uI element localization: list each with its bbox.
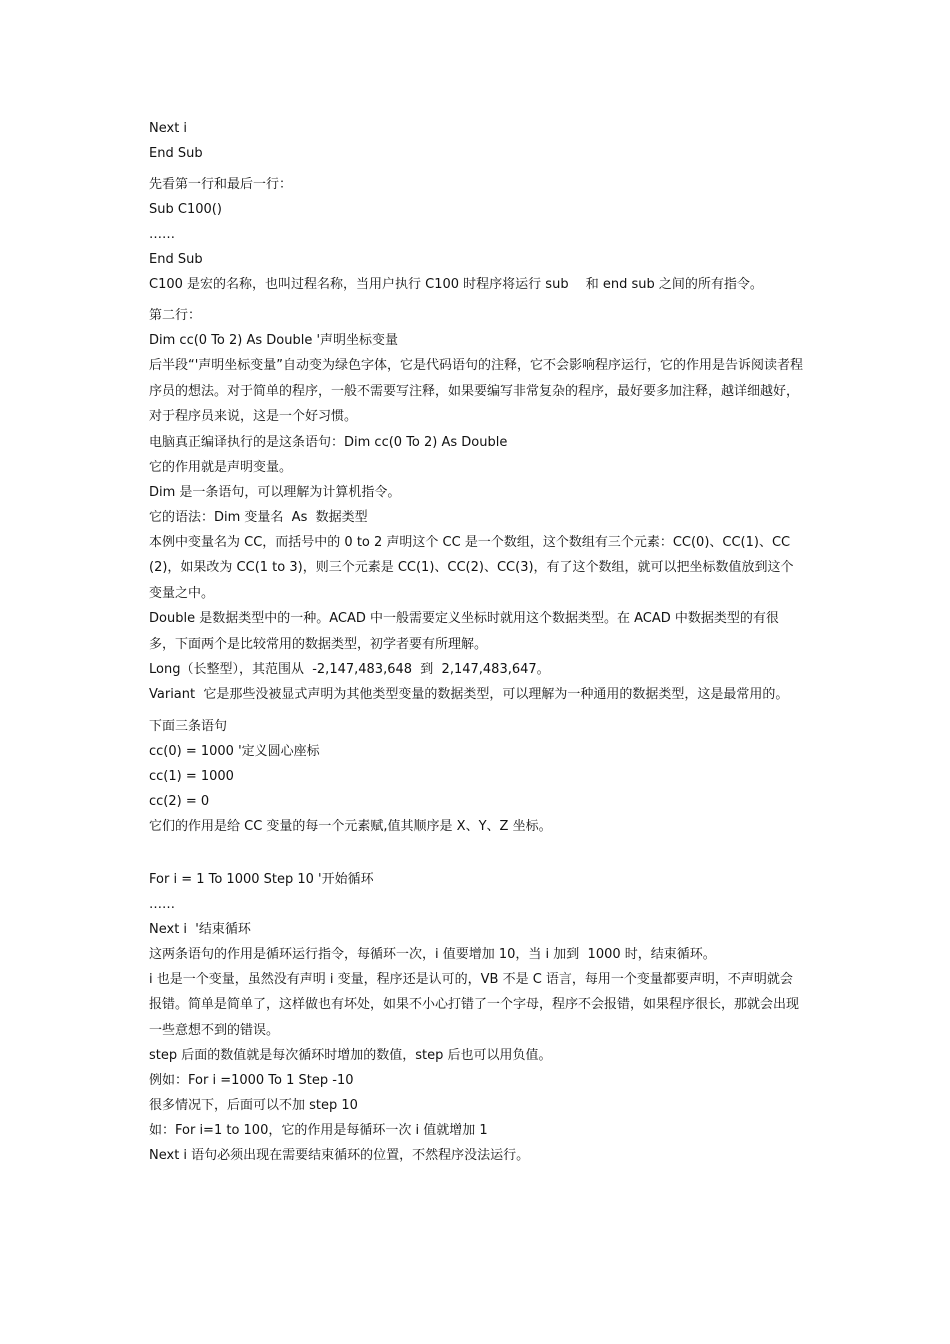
code-line: End Sub — [149, 146, 203, 161]
ellipsis-line: …… — [149, 896, 175, 912]
text-line: Dim 是一条语句，可以理解为计算机指令。 — [149, 484, 401, 500]
text-line: 它的语法：Dim 变量名 As 数据类型 — [149, 509, 368, 525]
text-line: Next i 语句必须出现在需要结束循环的位置，不然程序没法运行。 — [149, 1148, 530, 1163]
code-line: Dim cc(0 To 2) As Double '声明坐标变量 — [149, 333, 399, 348]
text-line: 先看第一行和最后一行： — [149, 177, 293, 192]
text-line: 这两条语句的作用是循环运行指令，每循环一次，i 值要增加 10，当 i 加到 1000 时，结束循环。 — [149, 946, 716, 962]
code-line: Next i — [149, 121, 188, 136]
code-line: Sub C100() — [149, 202, 222, 217]
text-line: 下面三条语句 — [149, 718, 228, 734]
text-line: Long（长整型），其范围从 -2,147,483,648 到 2,147,483,647。 — [149, 662, 550, 677]
paragraph: 后半段“'声明坐标变量”自动变为绿色字体，它是代码语句的注释，它不会影响程序运行，它的作用是告诉阅读者程序员的想法。对于简单的程序，一般不需要写注释，如果要编写非常复杂的程序，最好要多加注释，越详细越好，对于程序员来说，这是一个好习惯。 — [149, 358, 804, 424]
code-line: cc(2) = 0 — [149, 793, 210, 809]
code-line: cc(0) = 1000 '定义圆心座标 — [149, 743, 320, 759]
code-line: For i = 1 To 1000 Step 10 '开始循环 — [149, 871, 374, 887]
text-line: C100 是宏的名称，也叫过程名称，当用户执行 C100 时程序将运行 sub 和 end sub 之间的所有指令。 — [149, 277, 763, 292]
document-body — [149, 116, 804, 1168]
paragraph: Variant 它是那些没被显式声明为其他类型变量的数据类型，可以理解为一种通用的数据类型，这是最常用的。 — [149, 687, 789, 702]
ellipsis-line: …… — [149, 227, 175, 242]
text-line: 它们的作用是给 CC 变量的每一个元素赋,值其顺序是 X、Y、Z 坐标。 — [149, 818, 552, 834]
paragraph: 本例中变量名为 CC，而括号中的 0 to 2 声明这个 CC 是一个数组，这个数组有三个元素：CC(0)、CC(1)、CC(2)，如果改为 CC(1 to 3)，则三个元素是 CC(1)、CC(2)、CC(3)，有了这个数组，就可以把坐标数值放到这个变量之中。 — [149, 534, 794, 601]
code-line: 例如：For i =1000 To 1 Step -10 — [149, 1073, 354, 1088]
text-line: step 后面的数值就是每次循环时增加的数值，step 后也可以用负值。 — [149, 1048, 552, 1063]
text-line: 如：For i=1 to 100，它的作用是每循环一次 i 值就增加 1 — [149, 1123, 488, 1138]
text-line: 第二行： — [149, 308, 202, 323]
code-line: End Sub — [149, 252, 203, 267]
text-line: 很多情况下，后面可以不加 step 10 — [149, 1098, 358, 1113]
text-line: 电脑真正编译执行的是这条语句：Dim cc(0 To 2) As Double — [149, 434, 508, 450]
paragraph: i 也是一个变量，虽然没有声明 i 变量，程序还是认可的，VB 不是 C 语言，每用一个变量都要声明，不声明就会报错。简单是简单了，这样做也有坏处，如果不小心打错了一个字母，程序不会报错，如果程序很长，那就会出现一些意想不到的错误。 — [149, 971, 800, 1038]
code-line: Next i '结束循环 — [149, 921, 251, 937]
paragraph: Double 是数据类型中的一种。ACAD 中一般需要定义坐标时就用这个数据类型。在 ACAD 中数据类型的有很多，下面两个是比较常用的数据类型，初学者要有所理解。 — [149, 611, 779, 652]
text-line: 它的作用就是声明变量。 — [149, 459, 293, 475]
code-line: cc(1) = 1000 — [149, 768, 234, 784]
